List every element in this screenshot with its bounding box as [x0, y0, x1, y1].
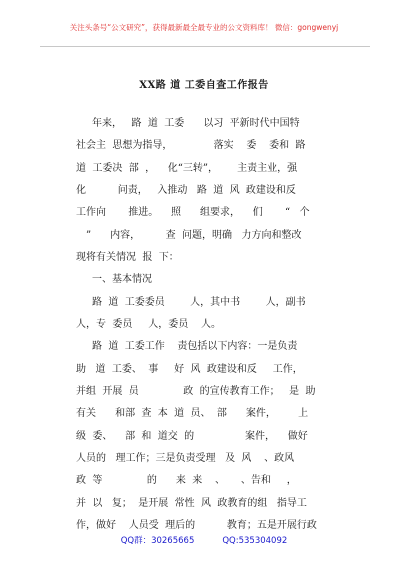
- body-line: 有关 和部 查 本 道 员、 部 案件， 上: [76, 408, 309, 420]
- body-line: 人，专 委员 人，委员 人。: [76, 319, 221, 330]
- document-title: XX路 道 工委自查工作报告: [139, 80, 269, 91]
- body-line: 并组 开展 员 政 的宣传教育工作； 是 助: [76, 386, 316, 397]
- body-line: 级 委、 部 和 道交 的 案件， 做好: [76, 430, 308, 442]
- body-line: 路 道 工委工作 责包括以下内容：一是负责: [92, 341, 298, 353]
- body-line: ” 内容， 查 问题，明确 力方向和整改: [86, 229, 302, 241]
- header-banner: 关注头条号“公文研究”，获得最新最全最专业的公文资料库！ 微信：gongwenyj: [69, 23, 339, 32]
- body-line: 现将有关情况 报 下：: [76, 252, 179, 263]
- body-line: 并 以 复； 是开展 常性 风 政教育的组 指导工: [76, 497, 307, 509]
- body-line: 道 工委决 部 ， 化“三转”， 主责主业，强: [76, 162, 298, 174]
- section-heading: 一、基本情况: [92, 274, 152, 286]
- body-line: 助 道 工委、 事 好 风 政建设和反 工作，: [76, 363, 303, 375]
- footer-contacts: [0, 534, 408, 546]
- body-line: 作，做好 人员受 理后的 教育；五是开展行政: [76, 520, 317, 531]
- header-divider: [40, 46, 370, 47]
- qq-text: QQ:535304092: [222, 536, 288, 546]
- body-line: 社会主 思想为指导， 落实 委 委和 路: [76, 140, 306, 152]
- qq-group-text: QQ群：30265665: [120, 536, 195, 546]
- body-line: 工作向 推进。 照 组要求， 们 “ 个: [76, 207, 310, 219]
- body-line: 路 道 工委委员 人，其中书 人，副书: [92, 296, 306, 308]
- body-line: 人员的 理工作；三是负责受理 及 风 、政风: [76, 453, 295, 464]
- body-line: 年来， 路 道 工委 以习 平新时代中国特: [92, 118, 300, 129]
- body-line: 政 等 的 来 来 、 、告和 ，: [76, 475, 297, 487]
- body-line: 化 问责， 入推动 路 道 风 政建设和反: [76, 185, 296, 196]
